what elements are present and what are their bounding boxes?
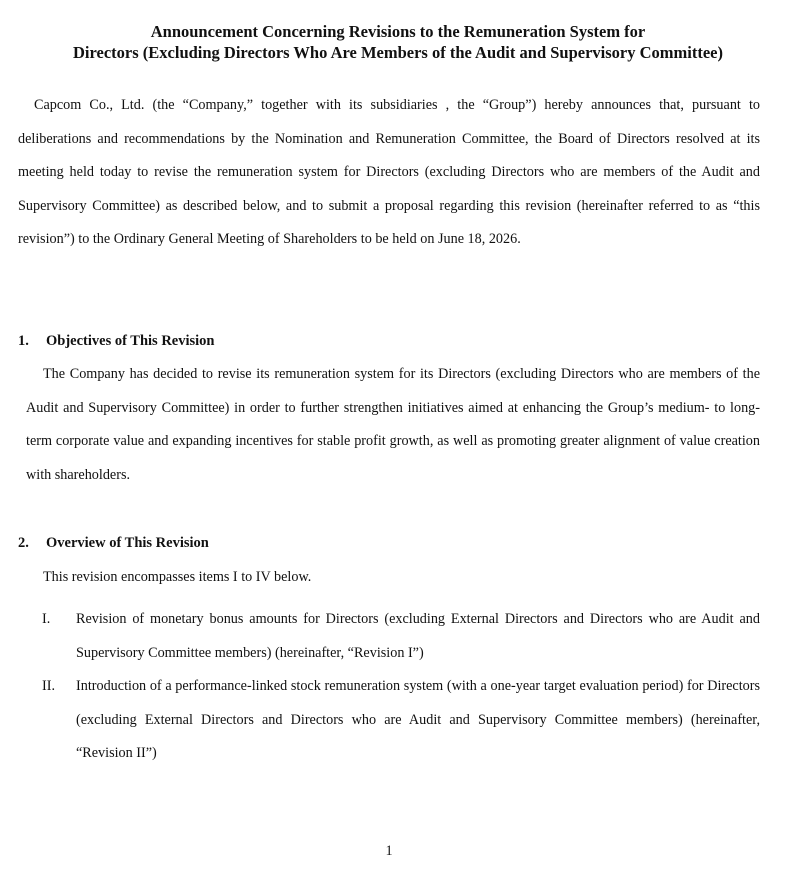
document-title-line-1: Announcement Concerning Revisions to the Remuneration System for: [150, 22, 646, 41]
section-1-number: 1.: [18, 333, 29, 349]
intro-paragraph: Capcom Co., Ltd. (the “Company,” together with its subsidiaries , the “Group”) hereby announces that, pursuant to deliberations and recommendations by the Nomination and Remuneration Committee, the Board of Directors resolved at its meeting held today to revise the remuneration system for Directors (excluding Directors who are members of the Audit and Supervisory Committee) as described below, and to submit a proposal regarding this revision (hereinafter referred to as “this revision”) to the Ordinary General Meeting of Shareholders to be held on June 18, 2026.: [18, 97, 760, 248]
list-item-text: Introduction of a performance-linked stock remuneration system (with a one-year target evaluation period) for Directors (excluding External Directors and Directors who are Audit and Supervisory Committee members) (hereinafter, “Revision II”): [76, 678, 760, 762]
section-2-heading: [18, 533, 209, 553]
section-2-number: 2.: [18, 535, 29, 551]
section-1-body: The Company has decided to revise its remuneration system for its Directors (excluding Directors who are members of the Audit and Supervisory Committee) in order to further strengthen initiatives aimed at enhancing the Group’s medium- to long-term corporate value and expanding incentives for stable profit growth, as well as promoting greater alignment of value creation with shareholders.: [26, 366, 760, 483]
list-item-text: Revision of monetary bonus amounts for Directors (excluding External Directors and Directors who are Audit and Supervisory Committee members) (hereinafter, “Revision I”): [76, 611, 760, 661]
section-2-body: This revision encompasses items I to IV below.: [43, 569, 312, 585]
section-1-title: Objectives of This Revision: [46, 333, 215, 349]
list-item-numeral: II.: [42, 678, 55, 694]
document-title-line-2: Directors (Excluding Directors Who Are Members of the Audit and Supervisory Committee): [73, 43, 723, 62]
section-1-heading: [18, 331, 215, 351]
list-item-numeral: I.: [42, 611, 51, 627]
page-number: 1: [385, 843, 393, 859]
section-2-title: Overview of This Revision: [46, 535, 209, 551]
